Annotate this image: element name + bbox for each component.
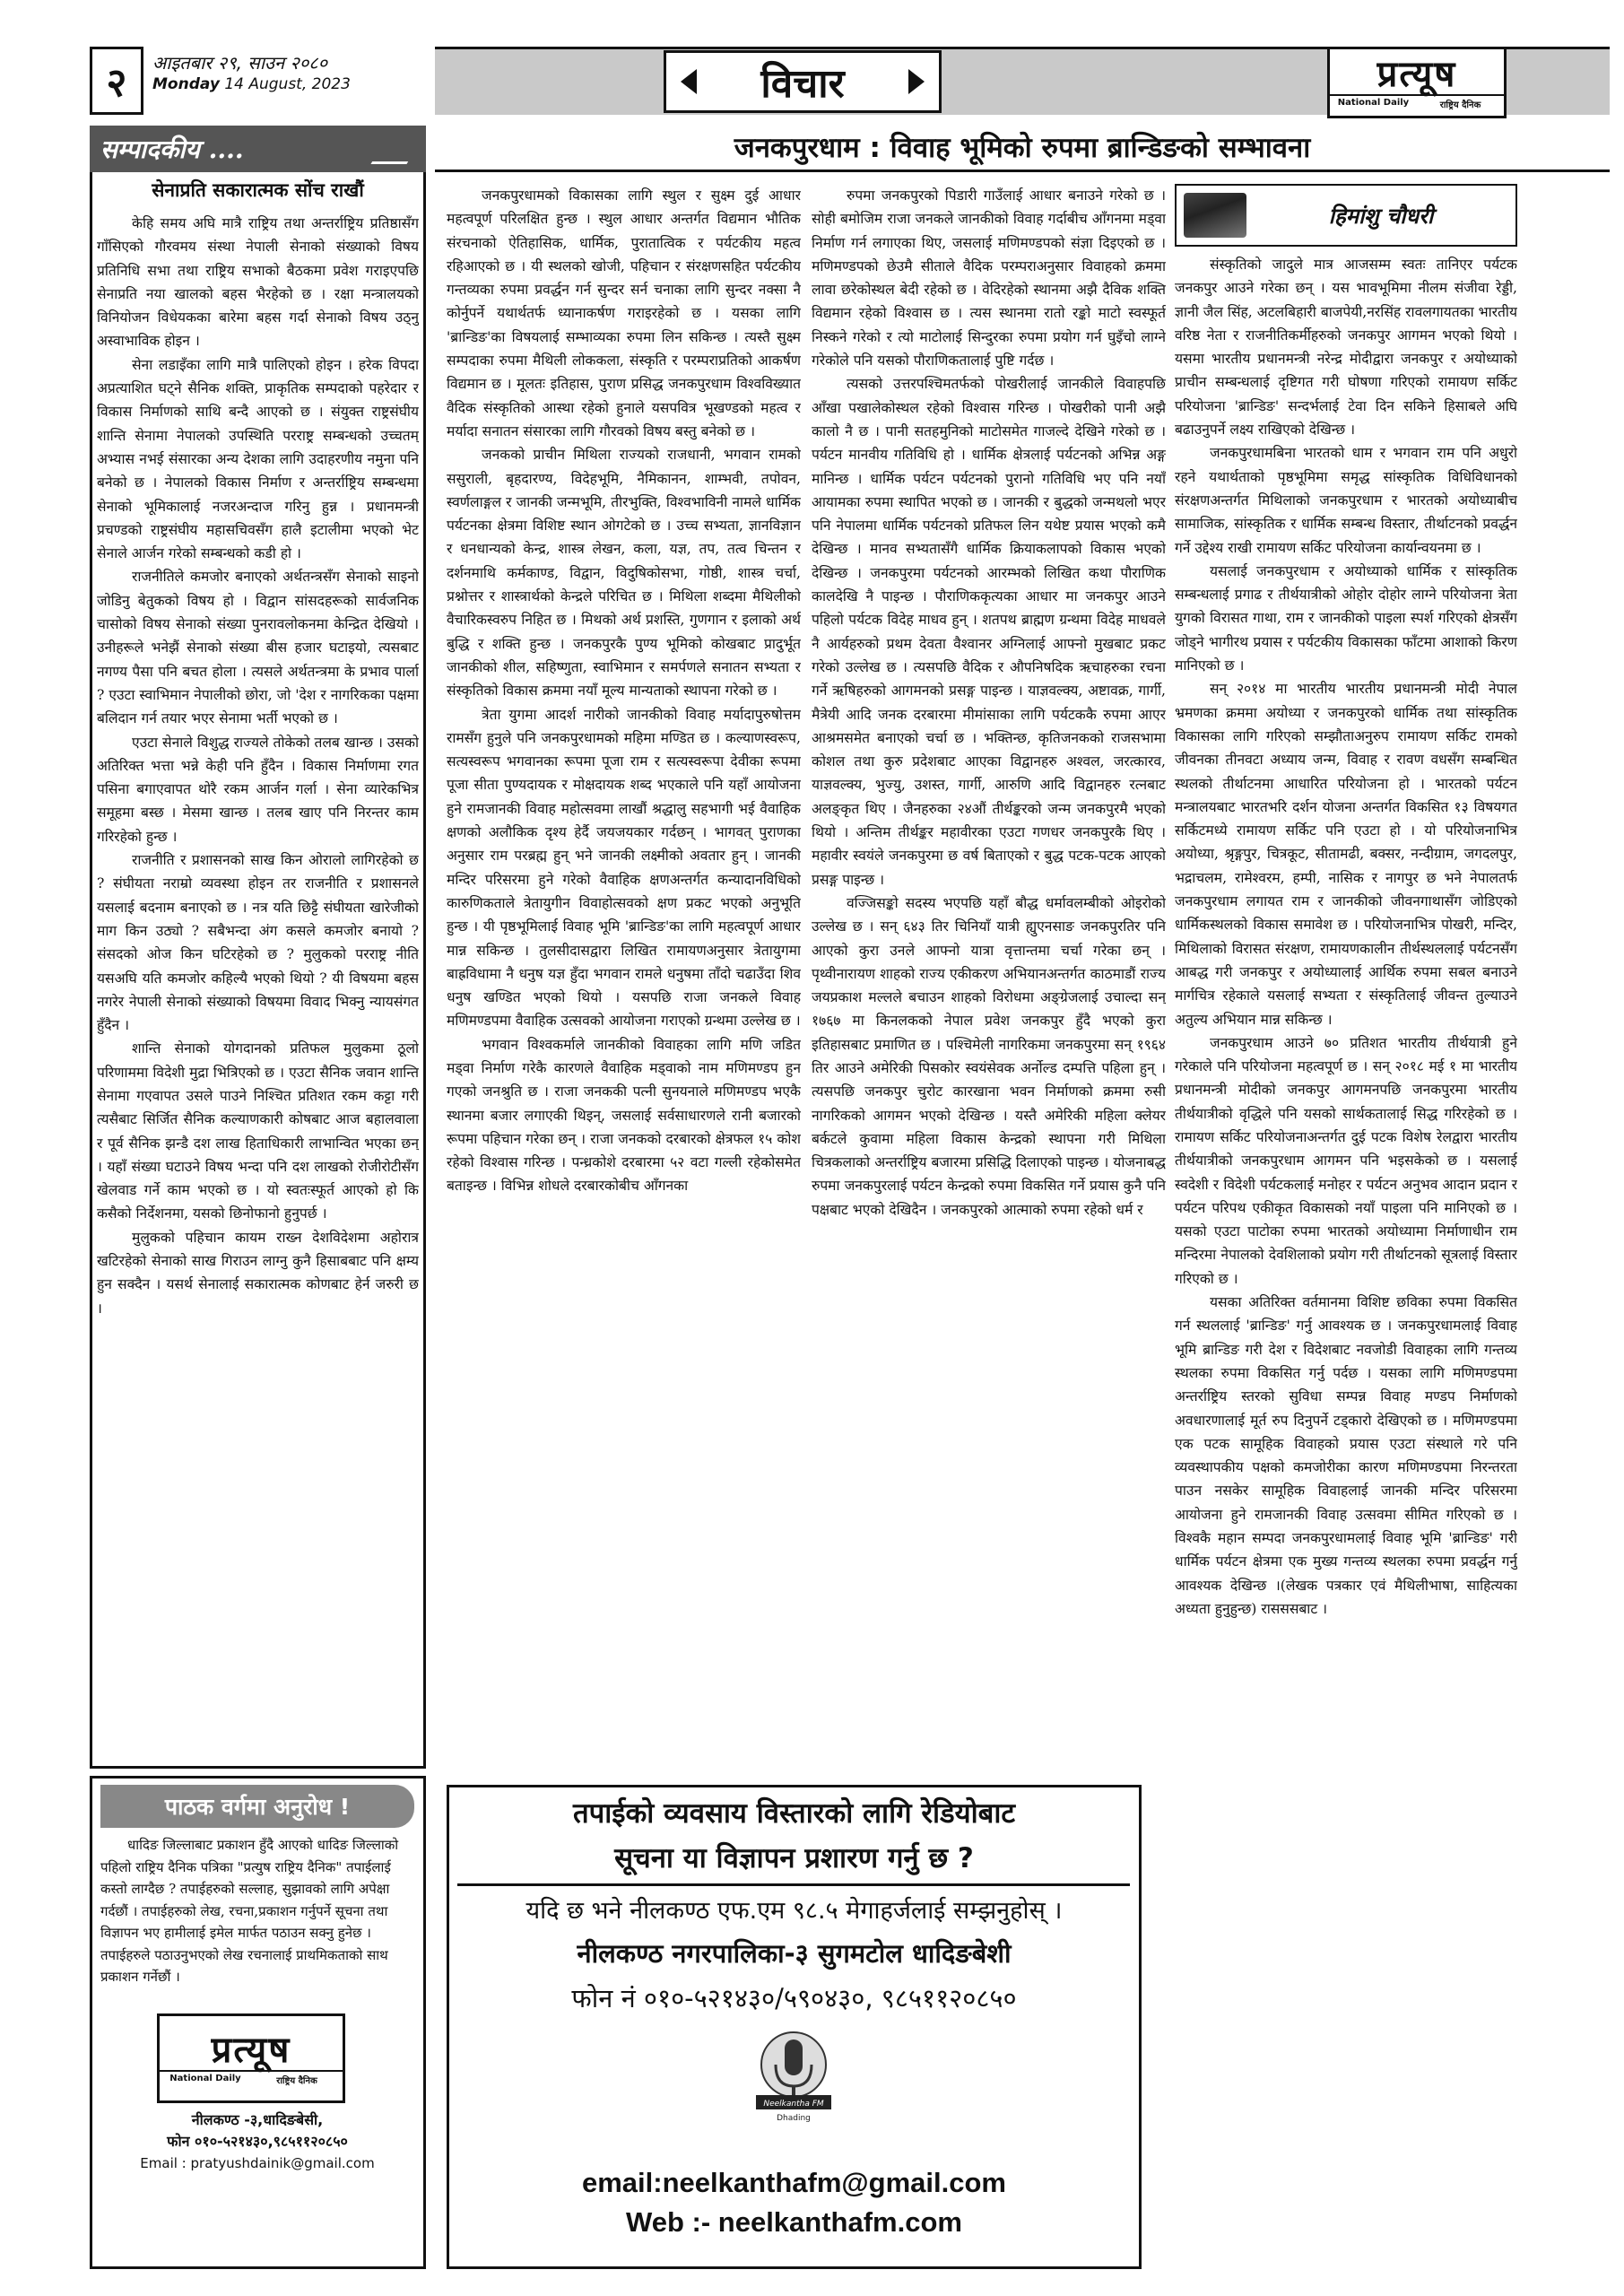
editorial-body (97, 212, 419, 1763)
date-nepali: आइतबार २९, साउन २०८० (152, 52, 328, 74)
article-paragraph: भगवान विश्वकर्माले जानकीको विवाहका लागि मणि जडित मड्वा निर्माण गरेकै कारणले वैवाहिक मड्वाको नाम मणिमण्डप हुन गएको जनश्रुति छ । राजा जनककी पत्नी सुनयनाले मणिमण्डप भएकै स्थानमा बजार लगाएकी थिइन्, जसलाई सर्वसाधारणले रानी बजारको रूपमा पहिचान गरेका छन् । राजा जनकको दरबारको क्षेत्रफल १५ कोश रहेको विश्वास गरिन्छ । पन्ध्रकोशे दरबारमा ५२ वटा गल्ली रहेकोसमेत बताइन्छ । विभिन्न शोधले दरबारकोबीच आँगनका (447, 1036, 801, 1195)
section-tab (664, 50, 942, 113)
logo-subtitle (160, 2070, 343, 2086)
logo-title: प्रत्यूष (1376, 53, 1457, 95)
logo-subtitle (1330, 94, 1504, 110)
logo-sub-left: National Daily (1330, 94, 1417, 110)
advert-line-2: सूचना या विज्ञापन प्रशारण गर्नु छ ? (614, 1842, 974, 1874)
article-paragraph: जनकपुरधाम आउने ७० प्रतिशत भारतीय तीर्थयात्री हुने गरेकाले पनि परियोजना महत्वपूर्ण छ । सन् २०१८ मई १ मा भारतीय प्रधानमन्त्री मोदीको जनकपुर आगमनपछि जनकपुरमा भारतीय तीर्थयात्रीको वृद्धिले पनि यसको सार्थकतालाई सिद्ध गरिरहेको छ । रामायण सर्किट परियोजनाअन्तर्गत दुई पटक विशेष रेलद्वारा भारतीय तीर्थयात्रीको जनकपुरधाम आगमन पनि भइसकेको छ । यसलाई स्वदेशी र विदेशी पर्यटकलाई मनोहर र पर्यटन अनुभव आदान प्रदान र पर्यटन परिपथ एकीकृत विकासको नयाँ पाइला पनि मानिएको छ । यसको एउटा पाटोका रुपमा भारतको अयोध्यामा निर्माणाधीन राम मन्दिरमा नेपालको देवशिलाको प्रयोग गरी तीर्थाटनको सूत्रलाई विस्तार गरिएको छ । (1175, 1034, 1517, 1287)
pen-icon (370, 135, 423, 164)
article-paragraph: जनकपुरधामबिना भारतको धाम र भगवान राम पनि अधुरो रहने यथार्थताको पृष्ठभूमिमा समृद्ध सांस्कृतिक विधिविधानको संरक्षणअन्तर्गत मिथिलाको जनकपुरधाम र भारतको अयोध्याबीच सामाजिक, सांस्कृतिक र धार्मिक सम्बन्ध विस्तार, तीर्थाटनको प्रवर्द्धन गर्ने उद्देश्य राखी रामायण सर्किट परियोजना कार्यान्वयनमा छ । (1175, 445, 1517, 556)
page-number: २ (90, 47, 143, 115)
newspaper-email[interactable]: Email : pratyushdainik@gmail.com (140, 2155, 375, 2171)
article-column-3 (1175, 253, 1517, 2271)
advert-divider (457, 1883, 1130, 1886)
microphone-icon (749, 2029, 838, 2136)
newspaper-phone: फोन ०१०-५२१४३०,९८५११२०८५० (167, 2133, 348, 2150)
advert-line-3: यदि छ भने नीलकण्ठ एफ.एम ९८.५ मेगाहर्जलाई सम्झनुहोस् । (525, 1897, 1063, 1925)
advert-line-1: तपाईको व्यवसाय विस्तारको लागि रेडियोबाट (572, 1797, 1016, 1830)
author-photo (1184, 193, 1246, 238)
logo-title: प्रत्यूष (211, 2029, 291, 2071)
editorial-header (90, 126, 426, 172)
date-english-day: Monday (152, 75, 220, 93)
article-paragraph: रुपमा जनकपुरको पिडारी गाउँलाई आधार बनाउने गरेको छ । सोही बमोजिम राजा जनकले जानकीको विवाह गर्दाबीच आँगनमा मड्वा निर्माण गर्न लगाएका थिए, जसलाई मणिमण्डपको संज्ञा दिइएको छ । मणिमण्डपको छेउमै सीताले वैदिक परम्पराअनुसार विवाहको क्रममा लावा छरेकोस्थल बेदी रहेको छ । वेदिरहेको स्थानमा अझै दैविक शक्ति विद्यमान रहेको विश्वास छ । त्यस स्थानमा रातो रङ्को माटो स्वस्फूर्त निस्कने गरेको र त्यो माटोलाई सिन्दुरका रुपमा प्रयोग गर्न घुइँचो लाग्ने गरेकोले पनि यसको पौराणिकतालाई पुष्टि गर्दछ । (812, 187, 1166, 370)
neelkantha-fm-logo (749, 2029, 838, 2136)
article-paragraph: त्यसको उत्तरपश्चिमतर्फको पोखरीलाई जानकीले विवाहपछि आँखा पखालेकोस्थल रहेको विश्वास गरिन्छ । पोखरीको पानी अझै कालो नै छ । पानी सतहमुनिको माटोसमेत गाजल्दे देखिने गरेको छ । पर्यटन मानवीय गतिविधि हो । धार्मिक क्षेत्रलाई पर्यटनको अभिन्न अङ्ग मानिन्छ । धार्मिक पर्यटन पर्यटनको पुरानो गतिविधि भए पनि नयाँ आयामका रुपमा स्थापित भएको छ । जानकी र बुद्धको जन्मथलो भएर पनि नेपालमा धार्मिक पर्यटनको प्रतिफल लिन यथेष्ट प्रयास भएको कमै देखिन्छ । मानव सभ्यतासँगै धार्मिक क्रियाकलापको विकास भएको देखिन्छ । जनकपुरमा पर्यटनको आरम्भको लिखित कथा पौराणिक कालदेखि नै पाइन्छ । पौराणिककृत्यका आधार मा जनकपुर आउने पहिलो पर्यटक विदेह माधव हुन् । शतपथ ब्राह्मण ग्रन्थमा विदेह माधवले नै आर्यहरुको प्रथम देवता वैश्वानर अग्निलाई आफ्नो मुखबाट प्रकट गरेको उल्लेख छ । त्यसपछि वैदिक र औपनिषदिक ऋचाहरुका रचना गर्ने ऋषिहरुको आगमनको प्रसङ्ग पाइन्छ । याज्ञवल्क्य, अष्टावक्र, गार्गी, मैत्रेयी आदि जनक दरबारमा मीमांसाका लागि पर्यटककै रुपमा आएर आश्रमसमेत बनाएको चर्चा छ । भक्तिन्छ, कृतिजनकको राजसभामा कोशल तथा कुरु प्रदेशबाट आएका विद्वानहरु अश्वल, जरत्कारव, याज्ञवल्क्य, भुज्यु, उशस्त, गार्गी, आरुणि आदि विद्वानहरु रत्नबाट अलङ्कृत थिए । जैनहरुका २४औं तीर्थङ्करको जन्म जनकपुरमै भएको थियो । अन्तिम तीर्थङ्कर महावीरका एउटा गणधर जनकपुरकै थिए । महावीर स्वयंले जनकपुरमा छ वर्ष बिताएको र बुद्ध पटक-पटक आएको प्रसङ्ग पाइन्छ । (812, 376, 1166, 888)
article-paragraph: सन् २०१४ मा भारतीय भारतीय प्रधानमन्त्री मोदी नेपाल भ्रमणका क्रममा अयोध्या र जनकपुरको धार्मिक तथा सांस्कृतिक विकासका लागि गरिएको सम्झौताअनुरुप रामायण सर्किट रामको जीवनका तीनवटा अध्याय जन्म, विवाह र रावण वधसँग सम्बन्धित स्थलको तीर्थाटनमा आधारित परियोजना हो । भारतको पर्यटन मन्त्रालयबाट भारतभरि दर्शन योजना अन्तर्गत विकसित १३ विषयगत सर्किटमध्ये रामायण सर्किट पनि एउटा हो । यो परियोजनाभित्र अयोध्या, श्रृङ्गपुर, चित्रकूट, सीतामढी, बक्सर, नन्दीग्राम, जगदलपुर, भद्राचलम, रामेश्वरम, हम्पी, नासिक र नागपुर छ भने नेपालतर्फ जनकपुरधाम लगायत राम र जानकीको जीवनगाथासँग जोडिएको धार्मिकस्थलको विकास समावेश छ । परियोजनाभित्र पोखरी, मन्दिर, मिथिलाको विरासत संरक्षण, रामायणकालीन तीर्थस्थललाई पर्यटनसँग आबद्ध गरी जनकपुर र अयोध्यालाई आर्थिक रुपमा सबल बनाउने मार्गचित्र रहेकाले यसलाई सभ्यता र संस्कृतिलाई जीवन्त तुल्याउने अतुल्य अभियान मान्न सकिन्छ । (1175, 681, 1517, 1028)
advert-line-5: फोन नं ०१०-५२१४३०/५९०४३०, ९८५११२०८५० (571, 1983, 1017, 2013)
article-paragraph: त्रेता युगमा आदर्श नारीको जानकीको विवाह मर्यादापुरुषोत्तम रामसँग हुनुले पनि जनकपुरधामको महिमा मण्डित छ । कल्याणस्वरूप, सत्यस्वरूप भगवानका रूपमा पूजा राम र सत्यस्वरूपा देवीका रूपमा पूजा सीता पुण्यदायक र मोक्षदायक शब्द भएकाले पनि यहाँ आयोजना हुने रामजानकी विवाह महोत्सवमा लाखौं श्रद्धालु सहभागी भई वैवाहिक क्षणको अलौकिक दृश्य हेर्दै जयजयकार गर्दछन् । भागवत् पुराणका अनुसार राम परब्रह्म हुन् भने जानकी लक्ष्मीको अवतार हुन् । जानकी मन्दिर परिसरमा हुने गरेको वैवाहिक क्षणअन्तर्गत कन्यादानविधिको कारुणिकताले त्रेतायुगीन विवाहोत्सवको क्षण प्रकट भएको अनुभूति हुन्छ । यी पृष्ठभूमिलाई विवाह भूमि 'ब्रान्डिङ'का लागि महत्वपूर्ण आधार मान्न सकिन्छ । तुलसीदासद्वारा लिखित रामायणअनुसार त्रेतायुगमा बाह्रविधामा नै धनुष यज्ञ हुँदा भगवान रामले धनुषमा ताँदो चढाउँदा शिव धनुष खण्डित भएको थियो । यसपछि राजा जनकले विवाह मणिमण्डपमा वैवाहिक उत्सवको आयोजना गराएको ग्रन्थमा उल्लेख छ । (447, 706, 801, 1030)
article-paragraph: यसका अतिरिक्त वर्तमानमा विशिष्ट छविका रुपमा विकसित गर्न स्थललाई 'ब्रान्डिङ' गर्नु आवश्यक छ । जनकपुरधामलाई विवाह भूमि ब्रान्डिङ गरी देश र विदेशबाट नवजोडी विवाहका लागि गन्तव्य स्थलका रुपमा विकसित गर्नु पर्दछ । यसका लागि मणिमण्डपमा अन्तर्राष्ट्रिय स्तरको सुविधा सम्पन्न विवाह मण्डप निर्माणको अवधारणालाई मूर्त रुप दिनुपर्ने टड्कारो देखिएको छ । मणिमण्डपमा एक पटक सामूहिक विवाहको प्रयास एउटा संस्थाले गरे पनि व्यवस्थापकीय पक्षको कमजोरीका कारण मणिमण्डपमा निरन्तरता पाउन नसकेर सामूहिक विवाहलाई जानकी मन्दिर परिसरमा आयोजना हुने रामजानकी विवाह उत्सवमा सीमित गरिएको छ । विश्वकै महान सम्पदा जनकपुरधामलाई विवाह भूमि 'ब्रान्डिङ' गरी धार्मिक पर्यटन क्षेत्रमा एक मुख्य गन्तव्य स्थलका रुपमा प्रवर्द्धन गर्नु आवश्यक देखिन्छ ।(लेखक पत्रकार एवं मैथिलीभाषा, साहित्यका अध्यता हुनुहुन्छ) रासससबाट । (1175, 1294, 1517, 1617)
date-english-text: 14 August, 2023 (224, 75, 351, 93)
editorial-label: सम्पादकीय .... (100, 135, 244, 164)
article-headline: जनकपुरधाम : विवाह भूमिको रुपमा ब्रान्डिङको सम्भावना (435, 126, 1610, 172)
editorial-paragraph: सेना लडाइँका लागि मात्रै पालिएको होइन । हरेक विपदा अप्रत्याशित घट्ने सैनिक शक्ति, प्राकृतिक सम्पदाको पहरेदार र विकास निर्माणको साथि बन्दै आएको छ । संयुक्त राष्ट्रसंघीय शान्ति सेनामा नेपालको उपस्थिति परराष्ट्र सम्बन्धको उच्चतम् अभ्यास नभई संसारका अन्य देशका लागि उदाहरणीय नमुना पनि बनेको छ । नेपालको विकास निर्माण र अन्तर्राष्ट्रिय सम्बन्धमा सेनाको भूमिकालाई नजरअन्दाज गरिनु हुन्न । प्रधानमन्त्री प्रचण्डको राष्ट्रसंघीय महासचिवसँग हालै इटालीमा भएको भेट सेनाले आर्जन गरेको सम्बन्धको कडी हो । (97, 356, 419, 562)
date-block (143, 47, 430, 115)
editorial-paragraph: मुलुकको पहिचान कायम राख्न देशविदेशमा अहोरात्र खटिरहेको सेनाको साख गिराउन लाग्नु कुनै हिसाबबाट पनि क्षम्य हुन सक्दैन । यसर्थ सेनालाई सकारात्मक कोणबाट हेर्न जरुरी छ । (97, 1229, 419, 1317)
newspaper-address: नीलकण्ठ -३,धादिङबेसी, (191, 2111, 324, 2128)
logo-sub-right: राष्ट्रिय दैनिक (1417, 94, 1504, 110)
reader-request-header: पाठक वर्गमा अनुरोध ! (100, 1785, 414, 1828)
editorial-paragraph: राजनीतिले कमजोर बनाएको अर्थतन्त्रसँग सेनाको साइनो जोडिनु बेतुकको विषय हो । विद्वान सांसदहरूको सार्वजनिक चासोको विषय सेनाको संख्या पुनरावलोकनमा केन्द्रित देखियो । उनीहरूले भनेझैं सेनाको संख्या बीस हजार घटाइयो, त्यसबाट नगण्य पैसा पनि बचत होला । त्यसले अर्थतन्त्रमा के प्रभाव पार्ला ? एउटा स्वाभिमान नेपालीको छोरा, जो 'देश र नागरिकका पक्षमा बलिदान गर्न तयार भएर सेनामा भर्ती भएको छ । (97, 569, 419, 727)
newspaper-logo-small (157, 2013, 345, 2103)
author-name: हिमांशु चौधरी (1328, 202, 1434, 229)
logo-sub-left: National Daily (160, 2070, 251, 2086)
advert-line-4: नीलकण्ठ नगरपालिका-३ सुगमटोल धादिङबेशी (577, 1938, 1012, 1969)
article-paragraph: जनकपुरधामको विकासका लागि स्थुल र सुक्ष्म दुई आधार महत्वपूर्ण परिलक्षित हुन्छ । स्थुल आधार अन्तर्गत विद्यमान भौतिक संरचनाको ऐतिहासिक, धार्मिक, पुरातात्विक र पर्यटकीय महत्व रहिआएको छ । यी स्थलको खोजी, पहिचान र संरक्षणसहित पर्यटकीय गन्तव्यका रुपमा प्रवर्द्धन गर्न सुन्दर सर्न चनाका लागि सुन्दर नक्सा नै कोर्नुपर्ने यथार्थतर्फ ध्यानाकर्षण गराइरहेको छ । यसका लागि 'ब्रान्डिङ'का विषयलाई सम्भाव्यका रुपमा लिन सकिन्छ । त्यस्तै सुक्ष्म सम्पदाका रुपमा मैथिली लोककला, संस्कृति र परम्पराप्रतिको आकर्षण विद्यमान छ । मूलतः इतिहास, पुराण प्रसिद्ध जनकपुरधाम विश्वविख्यात वैदिक संस्कृतिको आस्था रहेको हुनाले यसपवित्र भूखण्डको महत्व र मर्यादा सनातन संसारका लागि गौरवको विषय बस्तु बनेको छ । (447, 187, 801, 439)
editorial-title: सेनाप्रति सकारात्मक सोंच राखौं (152, 179, 364, 201)
author-box (1175, 184, 1517, 247)
fm-logo-text: Neelkantha FM (763, 2100, 824, 2109)
article-paragraph: वज्जिसङ्को सदस्य भएपछि यहाँ बौद्ध धर्मावलम्बीको ओइरोको उल्लेख छ । सन् ६४३ तिर चिनियाँ यात्री ह्युएनसाङ जनकपुरतिर पनि आएको कुरा उनले आफ्नो यात्रा वृत्तान्तमा चर्चा गरेका छन् । पृथ्वीनारायण शाहको राज्य एकीकरण अभियानअन्तर्गत काठमाडौं राज्य जयप्रकाश मल्लले बचाउन शाहको विरोधमा अङ्ग्रेजलाई उचाल्दा सन् १७६७ मा किनलकको नेपाल प्रवेश जनकपुर हुँदै भएको कुरा इतिहासबाट प्रमाणित छ । पश्चिमेली नागरिकमा जनकपुरमा सन् १९६४ तिर आउने अमेरिकी पिसकोर स्वयंसेवक अर्नोल्ड दम्पत्ति पहिला हुन् । त्यसपछि जनकपुर चुरोट कारखाना भवन निर्माणको क्रममा रुसी नागरिकको आगमन भएको देखिन्छ । यस्तै अमेरिकी महिला क्लेयर बर्कटले कुवामा महिला विकास केन्द्रको स्थापना गरी मिथिला चित्रकलाको अन्तर्राष्ट्रिय बजारमा प्रसिद्धि दिलाएको पाइन्छ । योजनाबद्ध रुपमा जनकपुरलाई पर्यटन केन्द्रको रुपमा विकसित गर्ने प्रयास कुनै पनि पक्षबाट भएको देखिदैन । जनकपुरको आत्माको रुपमा रहेको धर्म र (812, 894, 1166, 1218)
section-title: विचार (760, 61, 845, 107)
arrow-right-icon (908, 69, 925, 94)
arrow-left-icon (681, 69, 697, 94)
article-paragraph: जनकको प्राचीन मिथिला राज्यको राजधानी, भगवान रामको ससुराली, बृहदारण्य, विदेहभूमि, नैमिकानन, शाम्भवी, तपोवन, स्वर्णलाङ्गल र जानकी जन्मभूमि, तीरभुक्ति, विश्वभाविनी नामले धार्मिक पर्यटनका क्षेत्रमा विशिष्ट स्थान ओगटेको छ । उच्च सभ्यता, ज्ञानविज्ञान र धनधान्यको केन्द्र, शास्त्र लेखन, कला, यज्ञ, तप, तत्व चिन्तन र दर्शनमाथि कर्मकाण्ड, विद्वान, विदुषिकोसभा, गोष्ठी, शास्त्र चर्चा, प्रश्नोत्तर र शास्त्रार्थको केन्द्रले परिचित छ । मिथिला शब्दमा मैथिलीको वैचारिकस्वरुप निहित छ । मिथको अर्थ प्रशस्ति, गुणगान र इलाको अर्थ बुद्धि र शक्ति हुन्छ । जनकपुरकै पुण्य भूमिको कोखबाट प्रादुर्भूत जानकीको शील, सहिष्णुता, स्वाभिमान र समर्पणले सनातन सभ्यता र संस्कृतिको विकास क्रममा नयाँ मूल्य मान्यताको स्थापना गरेको छ । (447, 447, 801, 700)
article-column-1 (447, 184, 801, 1511)
newspaper-logo (1327, 47, 1507, 118)
reader-request-body (100, 1834, 414, 2005)
article-paragraph: संस्कृतिको जादुले मात्र आजसम्म स्वतः तानिएर पर्यटक जनकपुर आउने गरेका छन् । यस भावभूमिमा नीलम संजीवा रेड्डी, ज्ञानी जैल सिंह, अटलबिहारी बाजपेयी,नरसिंह रावलगायतका भारतीय वरिष्ठ नेता र राजनीतिकर्मीहरुको जनकपुर आगमन भएको थियो । यसमा भारतीय प्रधानमन्त्री नरेन्द्र मोदीद्वारा जनकपुर र अयोध्याको प्राचीन सम्बन्धलाई दृष्टिगत गरी घोषणा गरिएको रामायण सर्किट परियोजना 'ब्रान्डिङ' सन्दर्भलाई टेवा दिन सकिने हिसाबले अघि बढाउनुपर्ने लक्ष्य राखिएको देखिन्छ । (1175, 257, 1517, 439)
reader-request-paragraph: धादिङ जिल्लाबाट प्रकाशन हुँदै आएको धादिङ जिल्लाको पहिलो राष्ट्रिय दैनिक पत्रिका "प्रत्युष राष्ट्रिय दैनिक" तपाईलाई कस्तो लाग्दैछ ? तपाईहरुको सल्लाह, सुझावको लागि अपेक्षा गर्दछौं । तपाईहरुको लेख, रचना,प्रकाशन गर्नुपर्ने सूचना तथा विज्ञापन भए हामीलाई इमेल मार्फत पठाउन सक्नु हुनेछ । तपाईहरुले पठाउनुभएको लेख रचनालाई प्राथमिकताको साथ प्रकाशन गर्नेछौं । (100, 1837, 399, 1985)
editorial-paragraph: एउटा सेनाले विशुद्ध राज्यले तोकेको तलब खान्छ । उसको अतिरिक्त भत्ता भन्ने केही पनि हुँदैन । विकास निर्माणमा रगत पसिना बगाएवापत थोरै रकम आर्जन गर्ला । सेना व्यारेकभित्र समूहमा बस्छ । मेसमा खान्छ । तलब खाए पनि निरन्तर काम गरिरहेको हुन्छ । (97, 734, 419, 845)
logo-sub-right: राष्ट्रिय दैनिक (251, 2070, 343, 2086)
newspaper-contact (100, 2109, 414, 2190)
editorial-paragraph: केहि समय अघि मात्रै राष्ट्रिय तथा अन्तर्राष्ट्रिय प्रतिष्ठासँग गाँसिएको गौरवमय संस्था नेपाली सेनाको संख्याको विषय प्रतिनिधि सभा तथा राष्ट्रिय सभाको बैठकमा प्रवेश गराइएपछि सेनाप्रति नया खालको बहस भैरहेको छ । रक्षा मन्त्रालयको विनियोजन विधेयकका बारेमा बहस गर्दा सेनाको विषय उठ्नु अस्वाभाविक होइन । (97, 215, 419, 350)
advert-web[interactable]: Web :- neelkanthafm.com (626, 2206, 962, 2238)
fm-logo-sub: Dhading (777, 2114, 811, 2123)
editorial-paragraph: शान्ति सेनाको योगदानको प्रतिफल मुलुकमा ठूलो परिणाममा विदेशी मुद्रा भित्रिएको छ । एउटा सैनिक जवान शान्ति सेनामा गएवापत उसले पाउने निश्चित प्रतिशत रकम कट्टा गरी त्यसैबाट सिर्जित सैनिक कल्याणकारी कोषबाट आज बहालवाला र पूर्व सैनिक झन्डै दश लाख हिताधिकारी लाभान्वित भएका छन् । यहाँ संख्या घटाउने विषय भन्दा पनि दश लाखको रोजीरोटीसँग खेलवाड गर्ने काम भएको छ । यो स्वतःस्फूर्त आएको हो कि कसैको निर्देशनमा, यसको छिनोफानो हुनुपर्छ । (97, 1040, 419, 1222)
advert-email[interactable]: email:neelkanthafm@gmail.com (582, 2167, 1006, 2198)
article-paragraph: यसलाई जनकपुरधाम र अयोध्याको धार्मिक र सांस्कृतिक सम्बन्धलाई प्रगाढ र तीर्थयात्रीको ओहोर दोहोर लाग्ने परियोजना त्रेता युगको विरासत गाथा, राम र जानकीको पाइला स्पर्श गरिएको क्षेत्रसँग जोड्ने भागीरथ प्रयास र पर्यटकीय विकासका फाँटमा आशाको किरण मानिएको छ । (1175, 562, 1517, 674)
editorial-paragraph: राजनीति र प्रशासनको साख किन ओरालो लागिरहेको छ ? संघीयता नराम्रो व्यवस्था होइन तर राजनीति र प्रशासनले यसलाई बदनाम बनाएको छ । नत्र यति छिट्टै संघीयता खारेजीको माग किन उठ्यो ? सबैभन्दा अंग कसले कमजोर बनायो ? संसदको ओज किन घटिरहेको छ ? मुलुकको परराष्ट्र नीति यसअघि यति कमजोर कहिल्यै भएको थियो ? यी विषयमा बहस नगरेर नेपाली सेनाको संख्याको विषयमा विवाद भिक्नु न्यायसंगत हुँदैन । (97, 852, 419, 1034)
article-column-2 (812, 184, 1166, 1511)
date-english (152, 74, 421, 95)
